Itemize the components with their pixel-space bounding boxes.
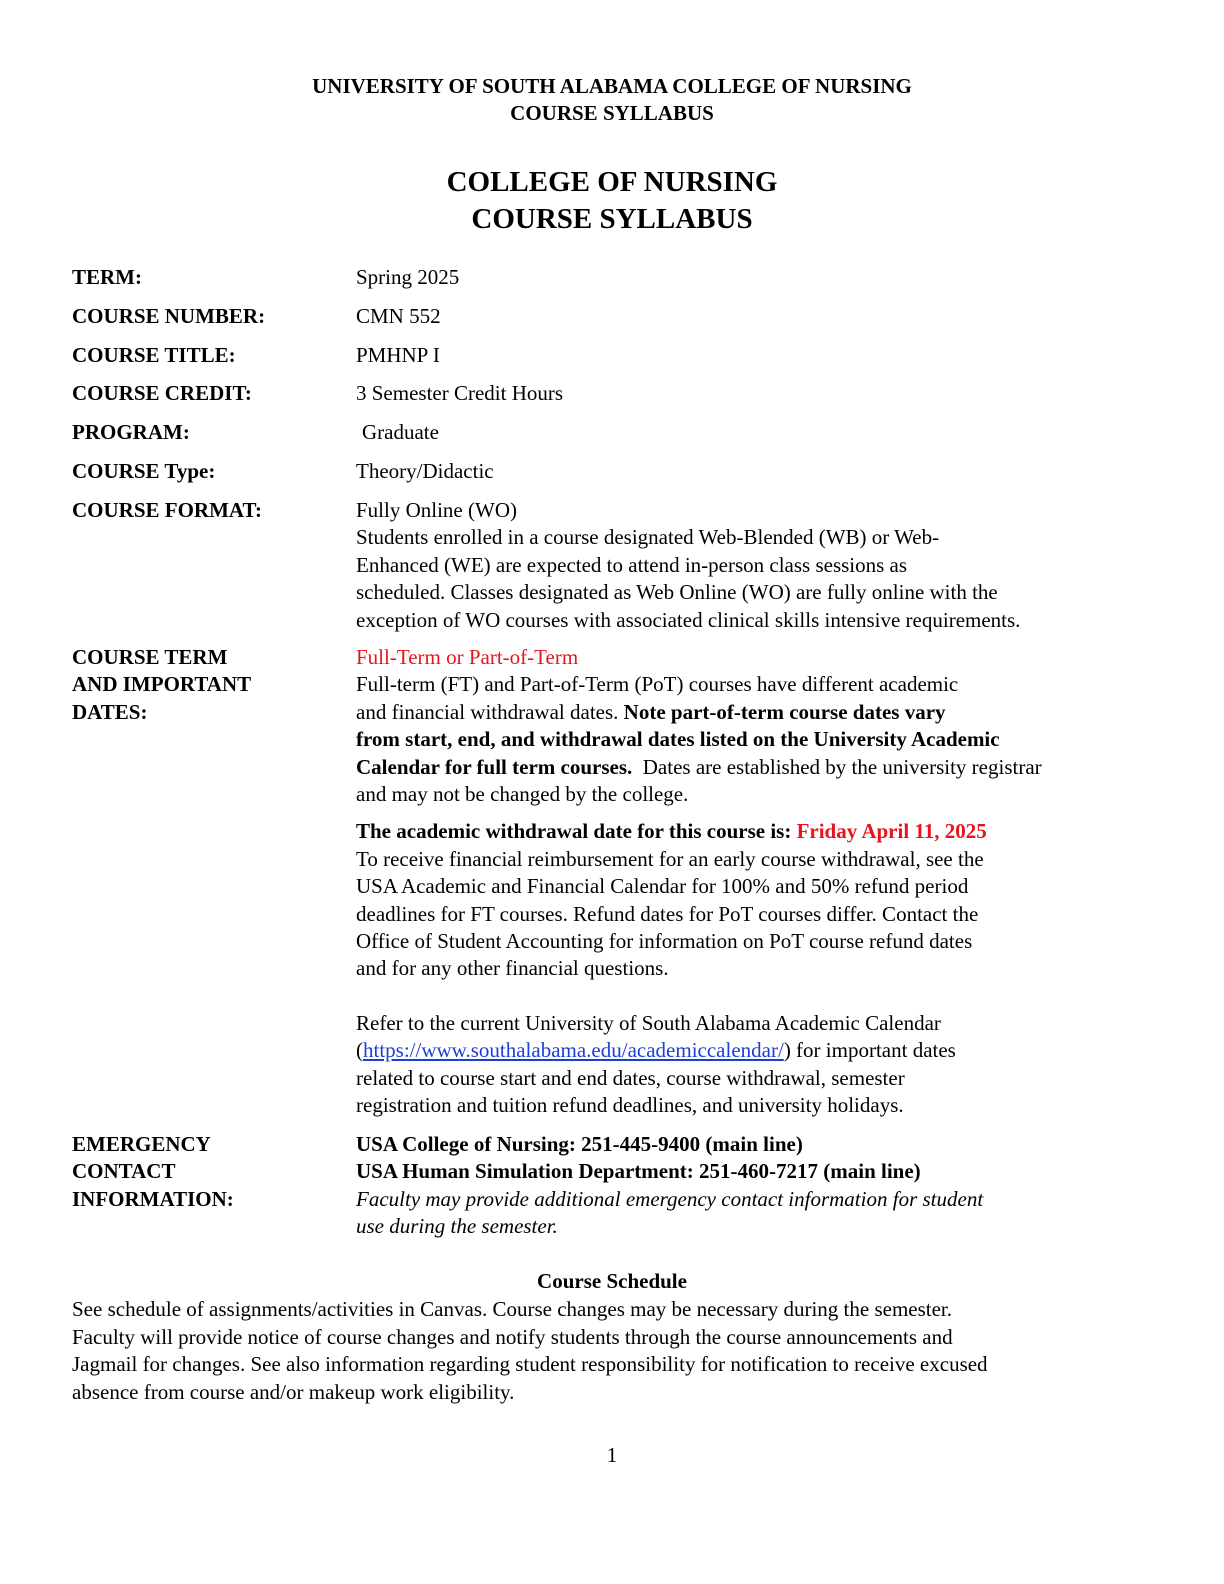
course-term-dates-value — [356, 644, 1156, 1120]
withdrawal-label: The academic withdrawal date for this course is: — [356, 819, 797, 844]
course-format-label: COURSE FORMAT: — [72, 498, 262, 522]
refund-line: Office of Student Accounting for information on PoT course refund dates — [356, 929, 973, 954]
calendar-line — [356, 1037, 1156, 1064]
course-format-desc-line: scheduled. Classes designated as Web Online (WO) are fully online with the — [356, 580, 998, 605]
page-title — [0, 164, 1224, 238]
course-number-value: CMN 552 — [356, 304, 441, 328]
academic-calendar-link[interactable]: https://www.southalabama.edu/academiccalendar/ — [363, 1038, 784, 1063]
term-value: Spring 2025 — [356, 265, 460, 289]
refund-line: To receive financial reimbursement for an early course withdrawal, see the — [356, 846, 984, 871]
course-format-value: Fully Online (WO) — [356, 498, 517, 522]
dates-text: and financial withdrawal dates. — [356, 699, 624, 724]
dates-note-bold: Note part-of-term course dates vary — [623, 699, 946, 724]
refund-line: deadlines for FT courses. Refund dates for PoT courses differ. Contact the — [356, 901, 979, 926]
dates-line — [356, 754, 1156, 781]
dates-note-bold: Calendar for full term courses. — [356, 754, 633, 779]
program-label: PROGRAM: — [72, 420, 190, 444]
dates-line: and may not be changed by the college. — [356, 782, 689, 807]
dates-line: Full-term (FT) and Part-of-Term (PoT) courses have different academic — [356, 672, 959, 697]
course-format-desc-line: Students enrolled in a course designated Web-Blended (WB) or Web- — [356, 525, 940, 550]
emergency-contact-label — [72, 1131, 352, 1213]
label-line: INFORMATION: — [72, 1186, 234, 1211]
schedule-line: Jagmail for changes. See also information regarding student responsibility for notification to receive excused — [72, 1352, 988, 1377]
course-format-desc-line: Enhanced (WE) are expected to attend in-person class sessions as — [356, 552, 908, 577]
dates-line — [356, 699, 1156, 726]
simulation-contact: USA Human Simulation Department: 251-460-7217 (main line) — [356, 1159, 921, 1184]
page-number: 1 — [606, 1443, 618, 1467]
course-format-value-block — [356, 497, 1156, 634]
course-schedule-title: Course Schedule — [537, 1269, 687, 1293]
page-title-line1: COLLEGE OF NURSING — [446, 166, 778, 198]
emergency-contact-value — [356, 1131, 1156, 1241]
calendar-line: Refer to the current University of South Alabama Academic Calendar — [356, 1010, 941, 1035]
course-title-label: COURSE TITLE: — [72, 343, 236, 367]
course-credit-label: COURSE CREDIT: — [72, 381, 252, 405]
refund-line: USA Academic and Financial Calendar for 100% and 50% refund period — [356, 874, 969, 899]
course-type-value: Theory/Didactic — [356, 459, 494, 483]
course-type-label: COURSE Type: — [72, 459, 216, 483]
label-line: EMERGENCY — [72, 1132, 211, 1156]
withdrawal-date-line — [356, 818, 1156, 845]
university-header — [0, 73, 1224, 127]
course-schedule-body — [72, 1296, 1152, 1406]
term-label: TERM: — [72, 265, 142, 289]
schedule-line: absence from course and/or makeup work eligibility. — [72, 1379, 515, 1404]
course-credit-value: 3 Semester Credit Hours — [356, 381, 564, 405]
label-line: CONTACT — [72, 1159, 176, 1184]
dates-text: Dates are established by the university registrar — [632, 754, 1042, 779]
nursing-contact: USA College of Nursing: 251-445-9400 (main line) — [356, 1132, 803, 1156]
label-line: COURSE TERM — [72, 645, 228, 669]
withdrawal-date: Friday April 11, 2025 — [796, 819, 987, 844]
refund-line: and for any other financial questions. — [356, 956, 669, 981]
program-value: Graduate — [362, 420, 439, 444]
faculty-note: Faculty may provide additional emergency contact information for student — [356, 1186, 984, 1211]
paren: ( — [356, 1038, 363, 1063]
label-line: DATES: — [72, 699, 148, 724]
course-term-dates-label — [72, 644, 352, 726]
course-format-desc-line: exception of WO courses with associated clinical skills intensive requirements. — [356, 607, 1021, 632]
faculty-note: use during the semester. — [356, 1214, 558, 1239]
page-title-line2: COURSE SYLLABUS — [471, 203, 753, 235]
schedule-line: Faculty will provide notice of course changes and notify students through the course announcements and — [72, 1324, 953, 1349]
term-type-highlight: Full-Term or Part-of-Term — [356, 645, 579, 669]
label-line: AND IMPORTANT — [72, 672, 252, 697]
dates-note-bold: from start, end, and withdrawal dates listed on the University Academic — [356, 727, 1000, 752]
course-number-label: COURSE NUMBER: — [72, 304, 266, 328]
calendar-text: ) for important dates — [783, 1038, 956, 1063]
course-title-value: PMHNP I — [356, 343, 440, 367]
calendar-line: registration and tuition refund deadlines, and university holidays. — [356, 1093, 904, 1118]
university-header-line1: UNIVERSITY OF SOUTH ALABAMA COLLEGE OF NURSING — [312, 74, 912, 98]
schedule-line: See schedule of assignments/activities in Canvas. Course changes may be necessary during the semester. — [72, 1297, 953, 1321]
calendar-line: related to course start and end dates, course withdrawal, semester — [356, 1065, 905, 1090]
university-header-line2: COURSE SYLLABUS — [510, 101, 714, 125]
